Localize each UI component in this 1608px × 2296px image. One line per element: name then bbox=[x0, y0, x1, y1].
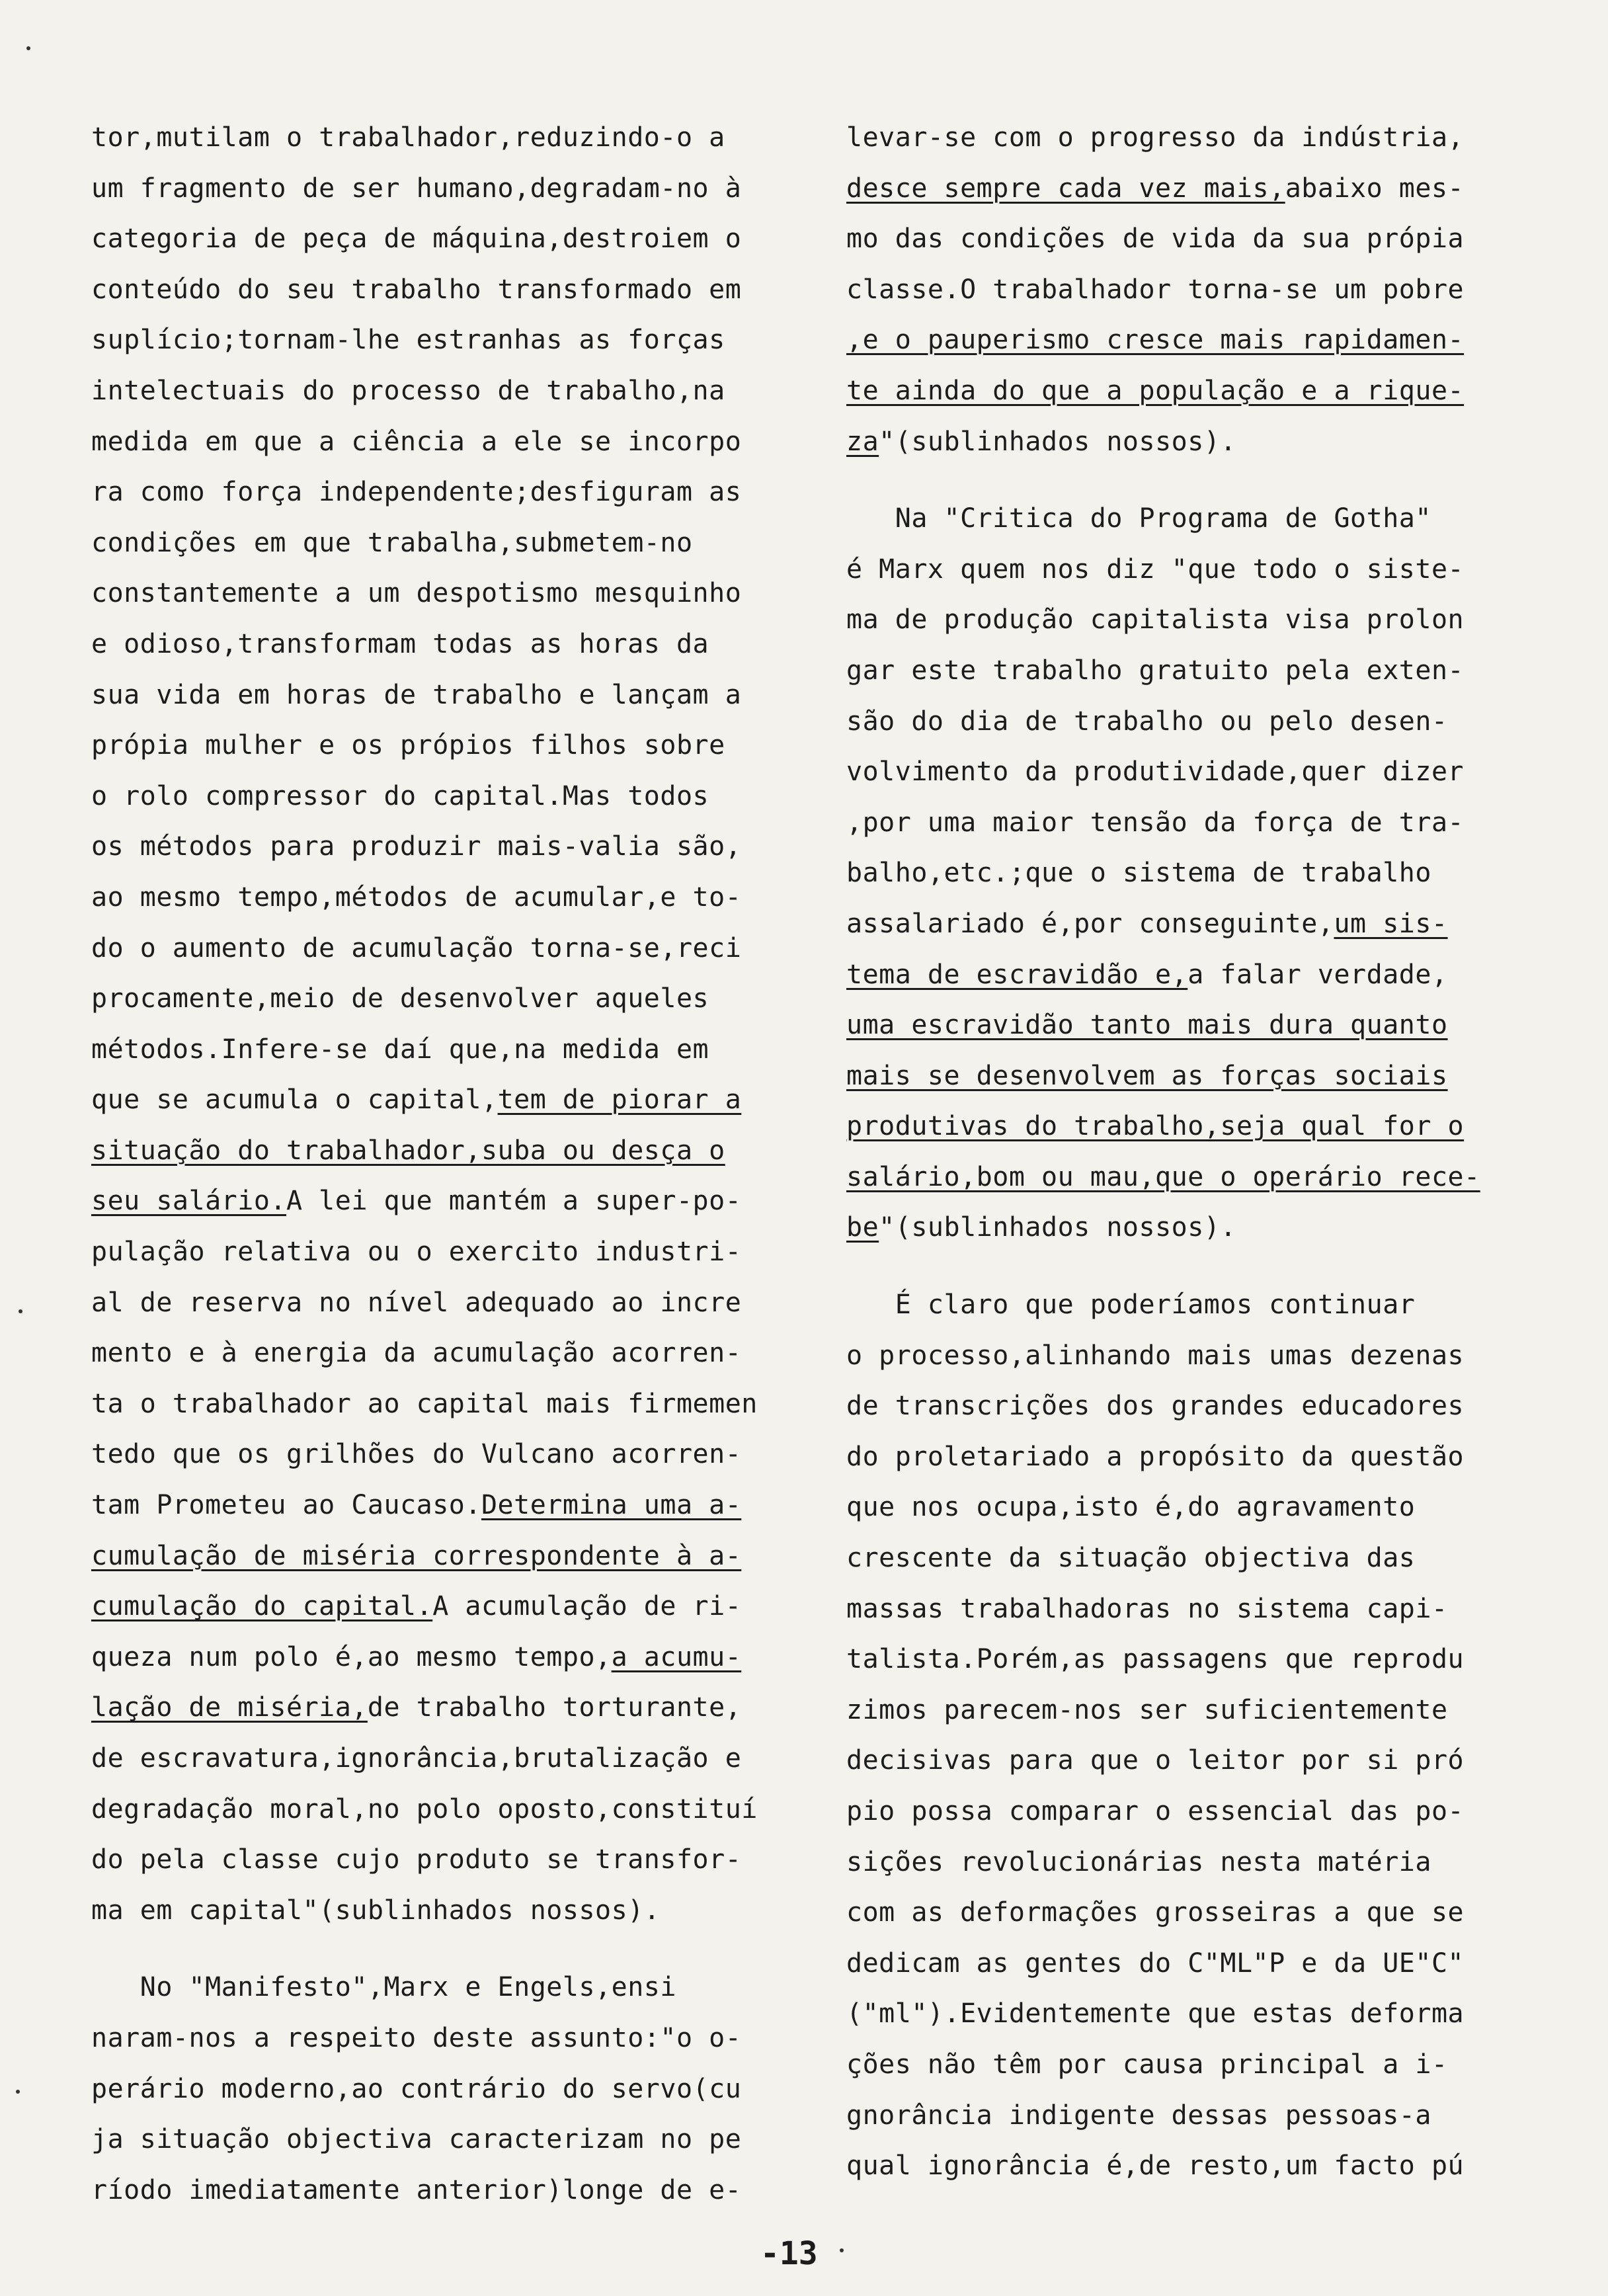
line-text: A lei que mantém a super-po- bbox=[286, 1186, 742, 1217]
text-line bbox=[846, 2141, 1547, 2192]
line-text: do pela classe cujo produto se transfor- bbox=[91, 1844, 742, 1875]
underlined-text: uma escravidão tanto mais dura quanto bbox=[846, 1010, 1448, 1041]
text-line bbox=[846, 1887, 1547, 1938]
text-line bbox=[846, 848, 1547, 899]
paragraph bbox=[91, 112, 792, 1936]
line-text: ao mesmo tempo,métodos de acumular,e to- bbox=[91, 882, 742, 913]
line-text: métodos.Infere-se daí que,na medida em bbox=[91, 1034, 709, 1065]
line-text: é Marx quem nos diz "que todo o siste- bbox=[846, 554, 1465, 585]
text-line bbox=[91, 568, 792, 619]
line-text: mento e à energia da acumulação acorren- bbox=[91, 1338, 742, 1369]
scan-speck bbox=[19, 1309, 22, 1313]
text-line bbox=[846, 1280, 1547, 1331]
text-line bbox=[846, 1202, 1547, 1253]
line-text: No "Manifesto",Marx e Engels,ensi bbox=[91, 1972, 676, 2003]
text-line bbox=[846, 1051, 1547, 1102]
underlined-text: lação de miséria, bbox=[91, 1692, 368, 1723]
line-text: assalariado é,por conseguinte, bbox=[846, 908, 1334, 939]
line-text: perário moderno,ao contrário do servo(cu bbox=[91, 2073, 742, 2104]
line-text: balho,etc.;que o sistema de trabalho bbox=[846, 858, 1431, 889]
text-line bbox=[91, 417, 792, 468]
text-line bbox=[91, 1834, 792, 1885]
line-text: "(sublinhados nossos). bbox=[879, 426, 1236, 457]
line-text: procamente,meio de desenvolver aqueles bbox=[91, 983, 709, 1014]
text-line bbox=[91, 1784, 792, 1835]
text-line bbox=[91, 670, 792, 721]
paragraph-gap bbox=[846, 1253, 1547, 1280]
text-line bbox=[91, 1885, 792, 1936]
line-text: condições em que trabalha,submetem-no bbox=[91, 527, 693, 558]
text-line bbox=[846, 1152, 1547, 1203]
text-line bbox=[91, 1176, 792, 1227]
line-text: massas trabalhadoras no sistema capi- bbox=[846, 1593, 1448, 1624]
line-text: medida em que a ciência a ele se incorpo bbox=[91, 426, 742, 457]
text-line bbox=[91, 872, 792, 923]
line-text: tam Prometeu ao Caucaso. bbox=[91, 1490, 481, 1521]
line-text: ta o trabalhador ao capital mais firmemen bbox=[91, 1388, 758, 1419]
line-text: do proletariado a propósito da questão bbox=[846, 1441, 1465, 1472]
line-text: ma de produção capitalista visa prolon bbox=[846, 604, 1465, 636]
text-line bbox=[91, 1429, 792, 1480]
text-line bbox=[91, 518, 792, 569]
text-line bbox=[91, 1682, 792, 1733]
text-line bbox=[91, 2064, 792, 2115]
line-text: tor,mutilam o trabalhador,reduzindo-o a bbox=[91, 122, 725, 153]
underlined-text: a acumu- bbox=[611, 1641, 742, 1672]
paragraph-gap bbox=[91, 1936, 792, 1962]
line-text: pio possa comparar o essencial das po- bbox=[846, 1796, 1465, 1826]
text-line bbox=[846, 1381, 1547, 1432]
underlined-text: mais se desenvolvem as forças sociais bbox=[846, 1060, 1448, 1091]
underlined-text: salário,bom ou mau,que o operário rece- bbox=[846, 1161, 1480, 1192]
line-text: o rolo compressor do capital.Mas todos bbox=[91, 780, 709, 811]
left-text-column bbox=[91, 112, 792, 2215]
underlined-text: ,e o pauperismo cresce mais rapidamen- bbox=[846, 325, 1465, 356]
line-text: de escravatura,ignorância,brutalização e bbox=[91, 1743, 742, 1774]
text-line bbox=[91, 2165, 792, 2216]
line-text: e odioso,transformam todas as horas da bbox=[91, 628, 709, 659]
underlined-text: be bbox=[846, 1212, 879, 1243]
underlined-text: tema de escravidão e, bbox=[846, 959, 1188, 990]
line-text: de transcrições dos grandes educadores bbox=[846, 1391, 1465, 1422]
line-text: ma em capital"(sublinhados nossos). bbox=[91, 1895, 661, 1926]
line-text: Na "Critica do Programa de Gotha" bbox=[846, 503, 1431, 534]
line-text: É claro que poderíamos continuar bbox=[846, 1290, 1416, 1321]
text-line bbox=[846, 366, 1547, 417]
underlined-text: situação do trabalhador,suba ou desça o bbox=[91, 1135, 725, 1166]
line-text: naram-nos a respeito deste assunto:"o o- bbox=[91, 2022, 742, 2053]
line-text: al de reserva no nível adequado ao incre bbox=[91, 1287, 742, 1318]
line-text: ções não têm por causa principal a i- bbox=[846, 2049, 1448, 2080]
text-line bbox=[91, 1480, 792, 1531]
text-line bbox=[846, 696, 1547, 747]
text-line bbox=[846, 163, 1547, 214]
line-text: "(sublinhados nossos). bbox=[879, 1212, 1236, 1243]
text-line bbox=[846, 1837, 1547, 1888]
text-line bbox=[846, 2039, 1547, 2090]
page-number: -13 bbox=[760, 2235, 818, 2272]
line-text: mo das condições de vida da sua própia bbox=[846, 224, 1465, 255]
line-text: classe.O trabalhador torna-se um pobre bbox=[846, 274, 1465, 305]
line-text: ríodo imediatamente anterior)longe de e- bbox=[91, 2174, 742, 2205]
text-line bbox=[846, 493, 1547, 544]
line-text: o processo,alinhando mais umas dezenas bbox=[846, 1340, 1465, 1371]
text-line bbox=[846, 594, 1547, 645]
line-text: categoria de peça de máquina,destroiem o bbox=[91, 224, 742, 255]
line-text: um fragmento de ser humano,degradam-no à bbox=[91, 173, 742, 204]
text-line bbox=[846, 315, 1547, 366]
text-line bbox=[91, 1581, 792, 1632]
text-line bbox=[91, 2013, 792, 2064]
line-text: levar-se com o progresso da indústria, bbox=[846, 122, 1465, 153]
underlined-text: za bbox=[846, 426, 879, 457]
underlined-text: te ainda do que a população e a rique- bbox=[846, 375, 1465, 406]
text-line bbox=[91, 1531, 792, 1582]
text-line bbox=[846, 1735, 1547, 1786]
paragraph bbox=[846, 112, 1547, 467]
text-line bbox=[91, 214, 792, 265]
text-line bbox=[846, 1533, 1547, 1584]
text-line bbox=[91, 923, 792, 974]
text-line bbox=[91, 1379, 792, 1430]
line-text: pulação relativa ou o exercito industri- bbox=[91, 1237, 742, 1268]
text-line bbox=[91, 1328, 792, 1379]
text-line bbox=[91, 1024, 792, 1075]
underlined-text: Determina uma a- bbox=[481, 1490, 742, 1521]
paragraph-gap bbox=[846, 467, 1547, 493]
line-text: do o aumento de acumulação torna-se,reci bbox=[91, 932, 742, 964]
line-text: tedo que os grilhões do Vulcano acorren- bbox=[91, 1439, 742, 1470]
paragraph bbox=[846, 1280, 1547, 2192]
line-text: dedicam as gentes do C"ML"P e da UE"C" bbox=[846, 1948, 1465, 1979]
text-line bbox=[846, 950, 1547, 1001]
line-text: com as deformações grosseiras a que se bbox=[846, 1897, 1465, 1928]
line-text: conteúdo do seu trabalho transformado em bbox=[91, 274, 742, 305]
underlined-text: produtivas do trabalho,seja qual for o bbox=[846, 1111, 1465, 1142]
line-text: crescente da situação objectiva das bbox=[846, 1543, 1416, 1574]
text-line bbox=[846, 2090, 1547, 2141]
underlined-text: cumulação de miséria correspondente à a- bbox=[91, 1540, 742, 1571]
line-text: intelectuais do processo de trabalho,na bbox=[91, 375, 725, 406]
text-line bbox=[91, 265, 792, 315]
text-line bbox=[846, 1101, 1547, 1152]
text-line bbox=[91, 315, 792, 366]
line-text: volvimento da produtividade,quer dizer bbox=[846, 757, 1465, 788]
line-text: que se acumula o capital, bbox=[91, 1085, 498, 1116]
text-line bbox=[846, 899, 1547, 950]
text-line bbox=[91, 1733, 792, 1784]
line-text: sua vida em horas de trabalho e lançam a bbox=[91, 679, 742, 710]
text-line bbox=[91, 720, 792, 771]
line-text: constantemente a um despotismo mesquinho bbox=[91, 578, 742, 609]
text-line bbox=[91, 163, 792, 214]
line-text: talista.Porém,as passagens que reprodu bbox=[846, 1644, 1465, 1675]
text-line bbox=[91, 1278, 792, 1329]
line-text: ("ml").Evidentemente que estas deforma bbox=[846, 1998, 1465, 2030]
text-line bbox=[846, 1685, 1547, 1736]
text-line bbox=[846, 1988, 1547, 2039]
text-line bbox=[91, 1126, 792, 1176]
scan-speck bbox=[16, 2090, 20, 2094]
paragraph bbox=[846, 493, 1547, 1253]
underlined-text: tem de piorar a bbox=[497, 1085, 742, 1116]
text-line bbox=[846, 747, 1547, 798]
text-line bbox=[846, 265, 1547, 315]
text-line bbox=[91, 1632, 792, 1683]
line-text: decisivas para que o leitor por si pró bbox=[846, 1745, 1465, 1776]
text-line bbox=[91, 821, 792, 872]
text-line bbox=[846, 1786, 1547, 1837]
line-text: a falar verdade, bbox=[1187, 959, 1448, 990]
line-text: zimos parecem-nos ser suficientemente bbox=[846, 1694, 1448, 1725]
line-text: própia mulher e os própios filhos sobre bbox=[91, 730, 725, 761]
paragraph bbox=[91, 1962, 792, 2215]
text-line bbox=[846, 1634, 1547, 1685]
text-line bbox=[846, 1432, 1547, 1483]
text-line bbox=[91, 973, 792, 1024]
text-line bbox=[91, 619, 792, 670]
text-line bbox=[91, 1227, 792, 1278]
line-text: A acumulação de ri- bbox=[432, 1591, 742, 1622]
line-text: abaixo mes- bbox=[1285, 173, 1465, 204]
text-line bbox=[91, 771, 792, 822]
line-text: ,por uma maior tensão da força de tra- bbox=[846, 807, 1465, 838]
text-line bbox=[91, 1075, 792, 1126]
text-line bbox=[846, 1482, 1547, 1533]
right-text-column bbox=[846, 112, 1547, 2192]
line-text: gar este trabalho gratuito pela exten- bbox=[846, 655, 1465, 686]
underlined-text: cumulação do capital. bbox=[91, 1591, 433, 1622]
text-line bbox=[846, 544, 1547, 595]
line-text: ja situação objectiva caracterizam no pe bbox=[91, 2124, 742, 2155]
underlined-text: desce sempre cada vez mais, bbox=[846, 173, 1285, 204]
line-text: ra como força independente;desfiguram as bbox=[91, 477, 742, 508]
text-line bbox=[846, 1331, 1547, 1381]
line-text: que nos ocupa,isto é,do agravamento bbox=[846, 1492, 1416, 1523]
line-text: degradação moral,no polo oposto,constituí bbox=[91, 1793, 758, 1824]
text-line bbox=[846, 214, 1547, 265]
text-line bbox=[846, 1584, 1547, 1635]
text-line bbox=[846, 1938, 1547, 1989]
text-line bbox=[846, 645, 1547, 696]
line-text: sições revolucionárias nesta matéria bbox=[846, 1846, 1431, 1877]
line-text: gnorância indigente dessas pessoas-a bbox=[846, 2100, 1431, 2131]
scan-speck bbox=[26, 46, 30, 50]
line-text: de trabalho torturante, bbox=[367, 1692, 742, 1723]
line-text: qual ignorância é,de resto,um facto pú bbox=[846, 2151, 1465, 2182]
text-line bbox=[91, 112, 792, 163]
line-text: os métodos para produzir mais-valia são, bbox=[91, 831, 742, 862]
text-line bbox=[91, 467, 792, 518]
underlined-text: seu salário. bbox=[91, 1186, 286, 1217]
line-text: são do dia de trabalho ou pelo desen- bbox=[846, 706, 1448, 737]
text-line bbox=[846, 112, 1547, 163]
line-text: queza num polo é,ao mesmo tempo, bbox=[91, 1641, 612, 1672]
text-line bbox=[846, 417, 1547, 468]
text-line bbox=[91, 366, 792, 417]
line-text: suplício;tornam-lhe estranhas as forças bbox=[91, 325, 725, 356]
text-line bbox=[846, 1000, 1547, 1051]
text-line bbox=[91, 2114, 792, 2165]
underlined-text: um sis- bbox=[1334, 908, 1448, 939]
text-line bbox=[846, 798, 1547, 848]
text-line bbox=[91, 1962, 792, 2013]
scan-speck bbox=[840, 2248, 844, 2252]
